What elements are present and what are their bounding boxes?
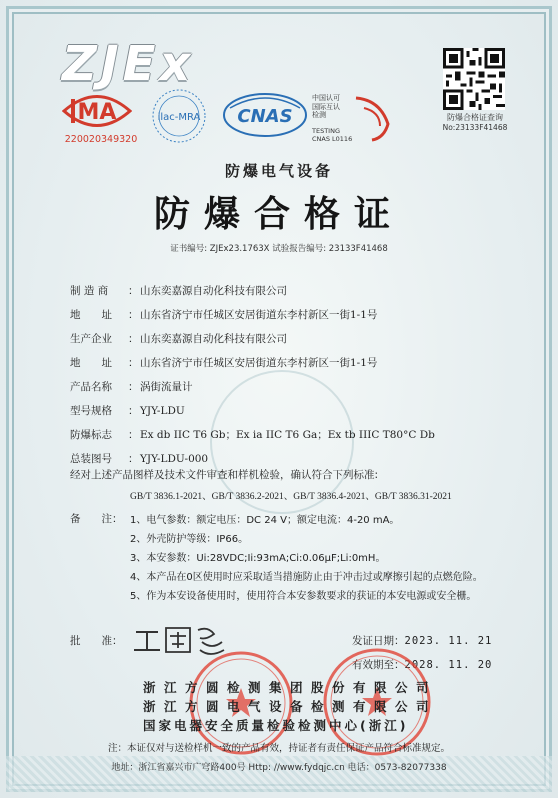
field-value: YJY-LDU-000 — [140, 453, 209, 465]
cnas-code-line: CNAS L0116 — [312, 134, 353, 143]
notes-label: 备 注： — [70, 513, 123, 525]
field-product-name: 产品名称 ： 涡街流量计 — [70, 381, 193, 393]
field-label: 生产企业 — [70, 333, 112, 345]
ilac-mra-logo — [148, 88, 210, 146]
issuing-organization: 浙江方圆电气设备检测有限公司 — [143, 699, 438, 714]
qr-code — [443, 48, 505, 110]
handwritten-signature — [128, 620, 228, 660]
field-label: 地 址 — [70, 309, 112, 321]
field-manufacturer: 制 造 商 ： 山东奕嘉源自动化科技有限公司 — [70, 285, 287, 297]
issue-date-value: 2023. 11. 21 — [404, 635, 493, 647]
cnas-text-line: 检测 — [312, 111, 326, 119]
field-label: 防爆标志 — [70, 429, 112, 441]
note-item: 2、外壳防护等级：IP66。 — [130, 534, 249, 545]
cnas-text — [312, 94, 340, 120]
field-value: 山东奕嘉源自动化科技有限公司 — [140, 333, 287, 345]
field-value: 涡街流量计 — [140, 381, 193, 393]
qr-caption: 防爆合格证查询 — [447, 113, 503, 122]
qr-number: No:23133F41468 — [442, 123, 508, 132]
field-value: 山东省济宁市任城区安居街道东李村新区一街1-1号 — [140, 357, 378, 369]
contact-address: 地址：浙江省嘉兴市广穹路400号 Http: //www.fydqjc.cn 电话：0573-82077338 — [111, 763, 447, 773]
note-item: 5、作为本安设备使用时，使用符合本安参数要求的获证的本安电源或安全栅。 — [130, 591, 477, 602]
field-ex-marking: 防爆标志 ： Ex db IIC T6 Gb；Ex ia IIC T6 Ga；Ex tb IIIC T80°C Db — [70, 429, 435, 441]
standards-list: GB/T 3836.1-2021、GB/T 3836.2-2021、GB/T 3836.4-2021、GB/T 3836.31-2021 — [130, 492, 452, 502]
notes-label-text: 备 注 — [70, 513, 112, 525]
field-label: 产品名称 — [70, 381, 112, 393]
note-item: 1、电气参数：额定电压：DC 24 V；额定电流：4-20 mA。 — [130, 515, 400, 526]
approval-label: 批 准： — [70, 635, 123, 647]
field-manufacturer-address: 地 址 ： 山东省济宁市任城区安居街道东李村新区一街1-1号 — [70, 309, 378, 321]
cnas-text-line: 中国认可 — [312, 94, 340, 102]
field-value: YJY-LDU — [140, 405, 185, 417]
issuing-organization: 国家电器安全质量检验检测中心(浙江) — [143, 718, 409, 733]
issuing-organization: 浙江方圆检测集团股份有限公司 — [143, 680, 438, 695]
field-label: 型号规格 — [70, 405, 112, 417]
footnote: 注：本证仅对与送检样机一致的产品有效，持证者有责任保证产品符合标准规定。 — [107, 743, 450, 754]
document-title: 防爆合格证 — [153, 193, 404, 235]
conformity-statement: 经对上述产品图样及技术文件审查和样机检验，确认符合下列标准: — [70, 469, 379, 481]
zjex-logo: ZJEx — [62, 36, 195, 92]
document-subtitle: 防爆电气设备 — [224, 162, 333, 180]
field-label: 总装图号 — [70, 453, 112, 465]
field-label: 地 址 — [70, 357, 112, 369]
cnas-text-line: 国际互认 — [312, 102, 340, 111]
field-producer: 生产企业 ： 山东奕嘉源自动化科技有限公司 — [70, 333, 287, 345]
field-value: 山东省济宁市任城区安居街道东李村新区一街1-1号 — [140, 309, 378, 321]
cnas-code — [312, 128, 352, 143]
expiry-date-label: 有效期至： — [352, 659, 405, 671]
cma-logo — [62, 90, 132, 132]
note-item: 4、本产品在0区使用时应采取适当措施防止由于冲击过或摩擦引起的点燃危险。 — [130, 572, 483, 583]
field-value: Ex db IIC T6 Gb；Ex ia IIC T6 Ga；Ex tb IIIC T80°C Db — [140, 429, 435, 441]
ex-mark-logo — [350, 94, 394, 144]
certificate-number: 证书编号: ZJEx23.1763X 试验报告编号: 23133F41468 — [170, 244, 388, 254]
field-value: 山东奕嘉源自动化科技有限公司 — [140, 285, 287, 297]
field-producer-address: 地 址 ： 山东省济宁市任城区安居街道东李村新区一街1-1号 — [70, 357, 378, 369]
expiry-date-value: 2028. 11. 20 — [404, 659, 493, 671]
field-label: 制 造 商 — [70, 285, 109, 297]
field-model: 型号规格 ： YJY-LDU — [70, 405, 185, 417]
issue-date-label: 发证日期： — [352, 635, 405, 647]
note-item: 3、本安参数：Ui:28VDC;Ii:93mA;Ci:0.06μF;Li:0mH。 — [130, 553, 386, 564]
ilac-label: ilac-MRA — [157, 112, 201, 123]
field-drawing-number: 总装图号 ： YJY-LDU-000 — [70, 453, 209, 465]
cnas-logo — [222, 92, 308, 138]
cnas-label: CNAS — [237, 106, 293, 127]
cma-number: 220020349320 — [64, 134, 138, 145]
cnas-code-line: TESTING — [312, 127, 340, 135]
svg-text:MA: MA — [77, 100, 117, 125]
